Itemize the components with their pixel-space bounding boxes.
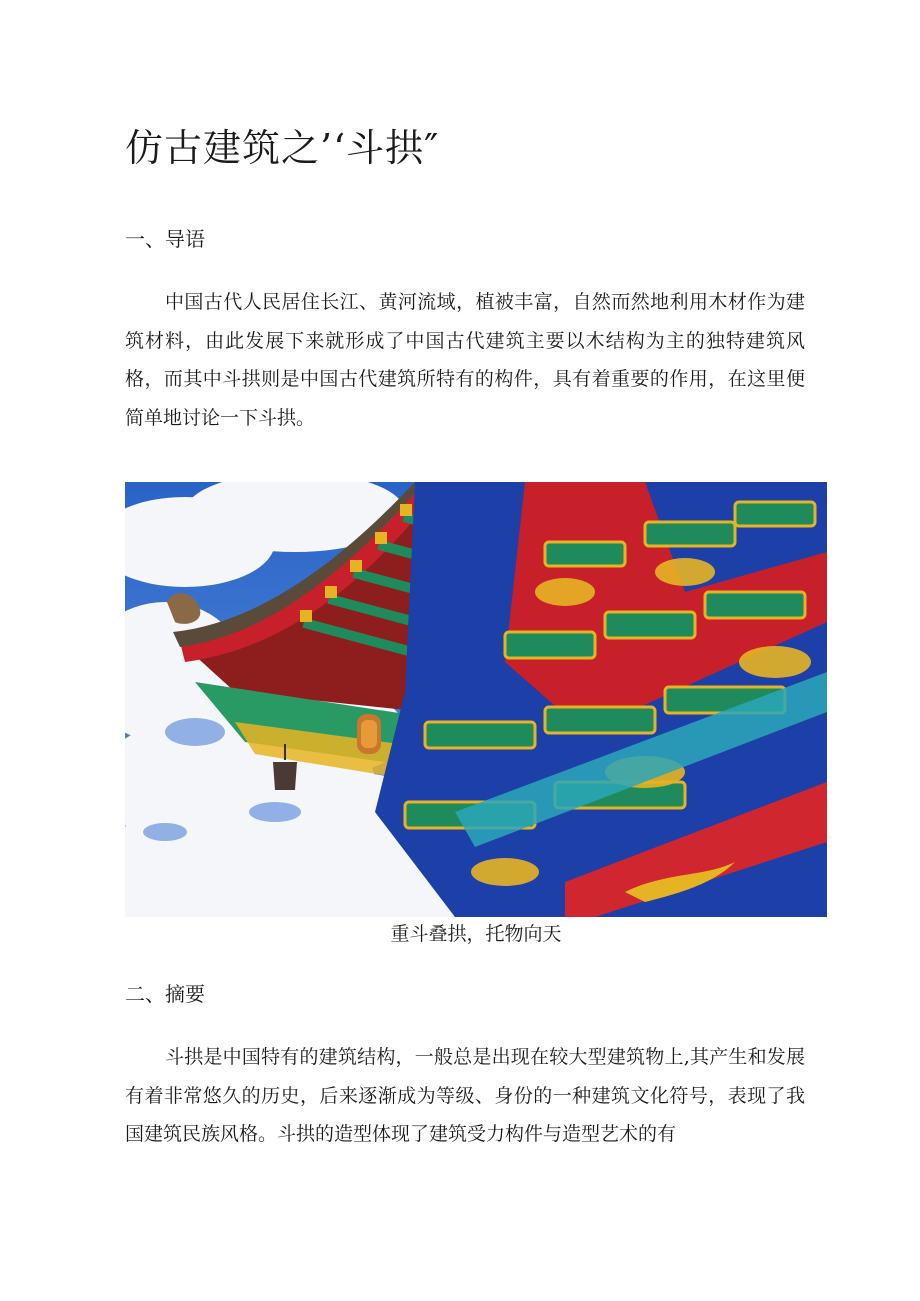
section-heading-abstract: 二、摘要 xyxy=(125,982,205,1006)
abstract-paragraph: 斗拱是中国特有的建筑结构，一般总是出现在较大型建筑物上,其产生和发展有着非常悠久的历史，后来逐渐成为等级、身份的一种建筑文化符号，表现了我国建筑民族风格。斗拱的造型体现了建筑受力构件与造型艺术的有 xyxy=(125,1046,805,1145)
section-heading-intro: 一、导语 xyxy=(125,227,205,251)
bracket-cluster xyxy=(375,482,827,917)
dougong-photo xyxy=(125,482,827,917)
lantern xyxy=(357,714,381,754)
figure-caption: 重斗叠拱，托物向天 xyxy=(390,923,562,945)
document-title: 仿古建筑之’‘斗拱″ xyxy=(125,126,440,170)
intro-paragraph: 中国古代人民居住长江、黄河流域，植被丰富，自然而然地利用木材作为建筑材料，由此发展下来就形成了中国古代建筑主要以木结构为主的独特建筑风格，而其中斗拱则是中国古代建筑所特有的构件，具有着重要的作用，在这里便简单地讨论一下斗拱。 xyxy=(125,291,805,429)
